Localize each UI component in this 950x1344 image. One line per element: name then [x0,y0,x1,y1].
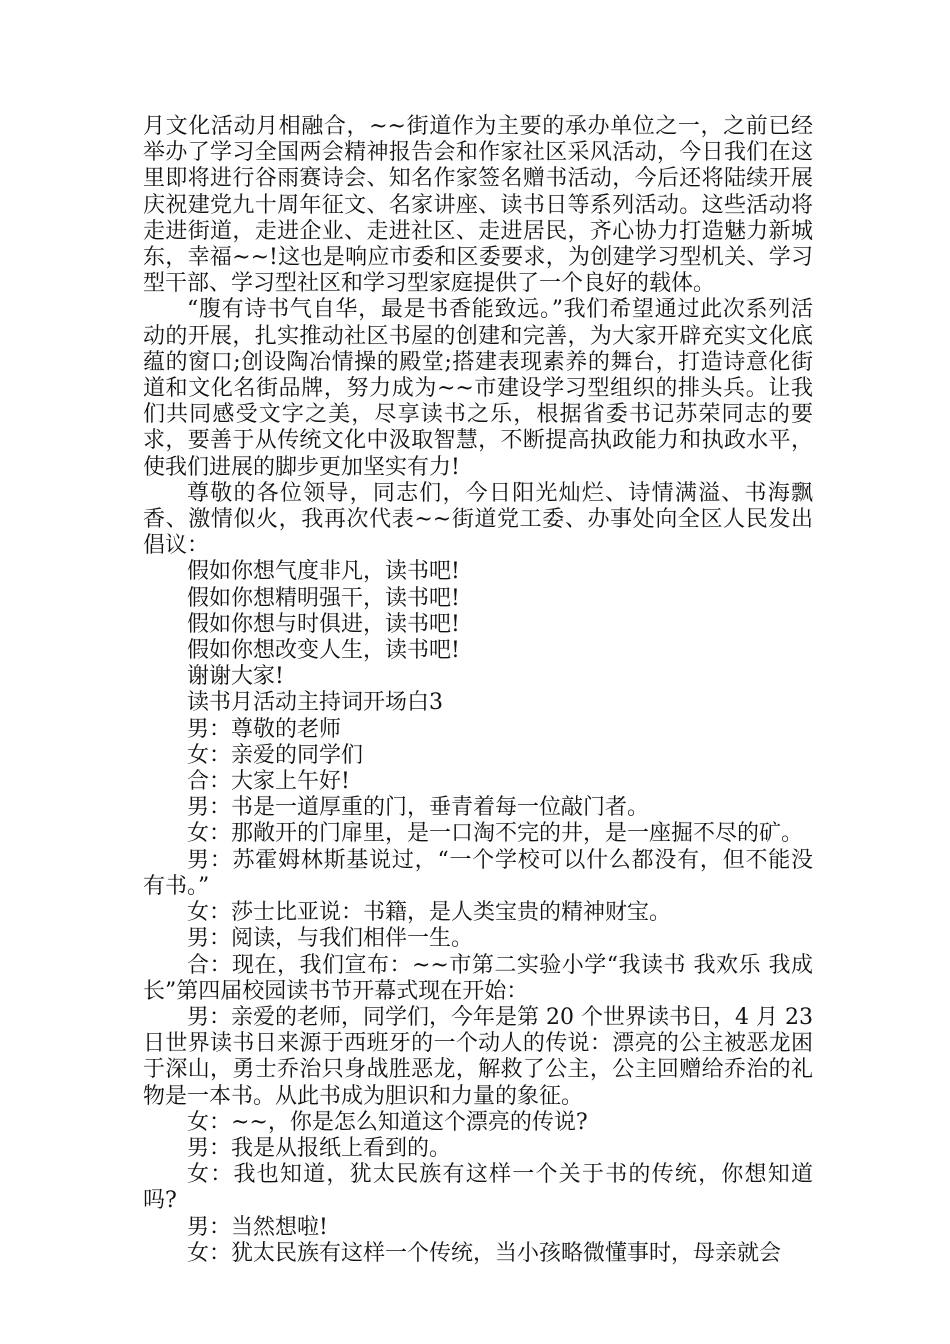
dialogue-line: 女：亲爱的同学们 [187,742,364,768]
dialogue-line: 男：亲爱的老师，同学们，今年是第 20 个世界读书日，4 月 23 日世界读书日来源于西班牙的一个动人的传说：漂亮的公主被恶龙困于深山，勇士乔治只身战胜恶龙，解救了公主，公主回赠给乔治的礼物是一本书。从此书成为胆识和力量的象征。 [143,1004,813,1109]
dialogue-line: 男：书是一道厚重的门，垂青着每一位敲门者。 [187,795,650,821]
dialogue-line: 男：阅读，与我们相伴一生。 [187,926,474,952]
dialogue-line: 男：苏霍姆林斯基说过，“一个学校可以什么都没有，但不能没有书。” [143,847,813,899]
proposal-line-4: 假如你想改变人生，读书吧! [187,638,460,664]
dialogue-line: 合：现在，我们宣布：~~市第二实验小学“我读书 我欢乐 我成长”第四届校园读书节开幕式现在开始： [143,952,813,1004]
document-page [143,114,813,1267]
dialogue-line: 女：那敞开的门扉里，是一口淘不完的井，是一座掘不尽的矿。 [187,821,804,847]
proposal-line-1: 假如你想气度非凡，读书吧! [187,559,460,585]
dialogue-line: 男：我是从报纸上看到的。 [187,1135,452,1161]
dialogue-line: 女：犹太民族有这样一个传统，当小孩略微懂事时，母亲就会 [187,1240,782,1266]
section-heading: 读书月活动主持词开场白3 [187,690,443,716]
dialogue-line: 女：~~，你是怎么知道这个漂亮的传说? [187,1109,588,1135]
dialogue-line: 合：大家上午好! [187,769,350,795]
paragraph-community-activities: 月文化活动月相融合，~~街道作为主要的承办单位之一，之前已经举办了学习全国两会精神报告会和作家社区采风活动，今日我们在这里即将进行谷雨赛诗会、知名作家签名赠书活动，今后还将陆续开展庆祝建党九十周年征文、名家讲座、读书日等系列活动。这些活动将走进街道，走进企业、走进社区、走进居民，齐心协力打造魅力新城东，幸福~~!这也是响应市委和区委要求，为创建学习型机关、学习型干部、学习型社区和学习型家庭提供了一个良好的载体。 [143,114,813,297]
paragraph-proposal: 尊敬的各位领导，同志们，今日阳光灿烂、诗情满溢、书海飘香、激情似火，我再次代表~~街道党工委、办事处向全区人民发出倡议： [143,480,813,559]
dialogue-line: 男：尊敬的老师 [187,716,342,742]
dialogue-line: 女：我也知道，犹太民族有这样一个关于书的传统，你想知道吗? [143,1162,813,1214]
proposal-line-2: 假如你想精明强干，读书吧! [187,585,460,611]
proposal-line-3: 假如你想与时俱进，读书吧! [187,611,460,637]
paragraph-poem-quote: “腹有诗书气自华，最是书香能致远。”我们希望通过此次系列活动的开展，扎实推动社区书屋的创建和完善，为大家开辟充实文化底蕴的窗口;创设陶冶情操的殿堂;搭建表现素养的舞台，打造诗意化街道和文化名街品牌，努力成为~~市建设学习型组织的排头兵。让我们共同感受文字之美，尽享读书之乐，根据省委书记苏荣同志的要求，要善于从传统文化中汲取智慧，不断提高执政能力和执政水平，使我们进展的脚步更加坚实有力! [143,297,813,480]
dialogue-line: 女：莎士比亚说：书籍，是人类宝贵的精神财宝。 [187,900,672,926]
dialogue-line: 男：当然想啦! [187,1214,328,1240]
thanks-line: 谢谢大家! [187,664,284,690]
